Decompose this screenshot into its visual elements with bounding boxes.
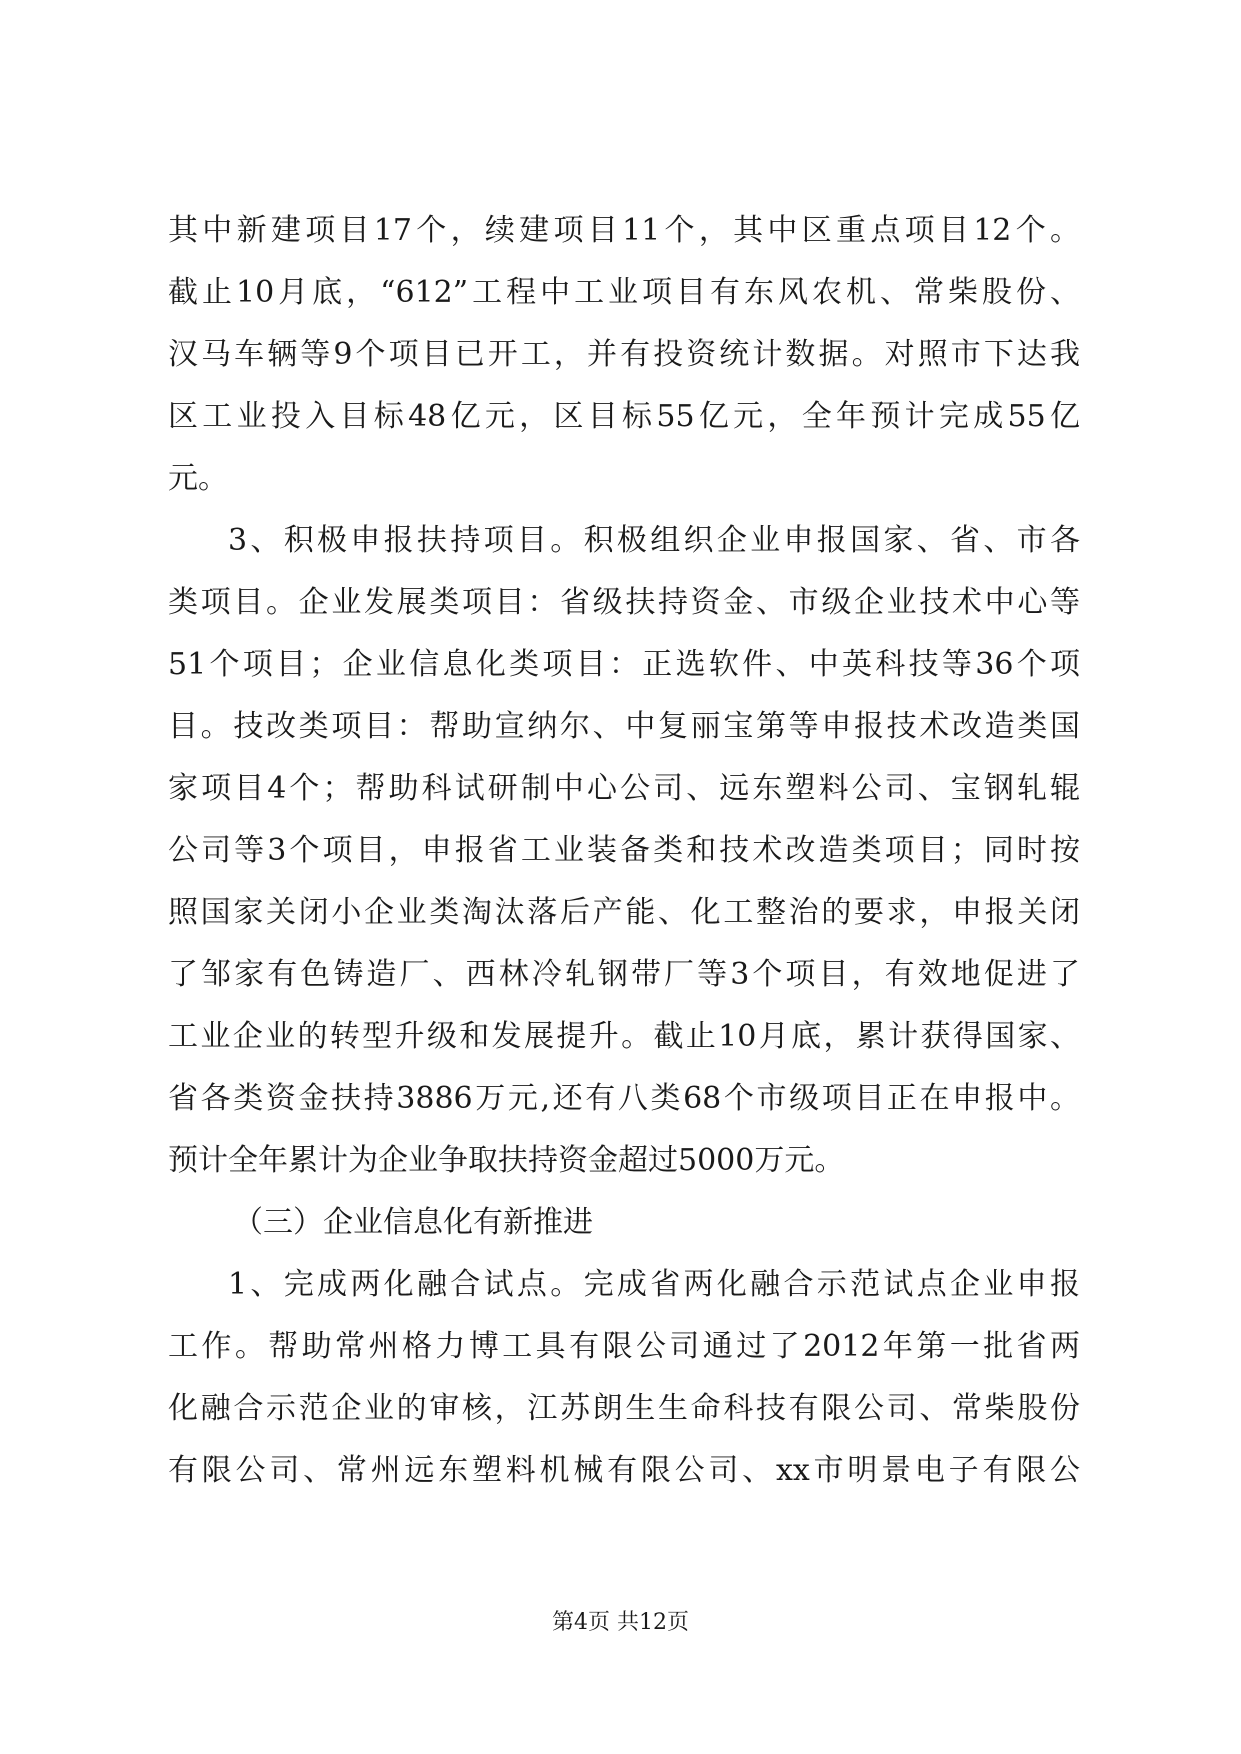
page-number-footer: 第4页 共12页 — [552, 1610, 689, 1635]
text-line: 类项目。企业发展类项目：省级扶持资金、市级企业技术中心等 — [168, 585, 1080, 620]
text-line: 工作。帮助常州格力博工具有限公司通过了2012年第一批省两 — [168, 1329, 1080, 1364]
text-line: 截止10月底，“612”工程中工业项目有东风农机、常柴股份、 — [168, 275, 1080, 310]
paragraph-start-line: 3、积极申报扶持项目。积极组织企业申报国家、省、市各 — [228, 523, 1080, 558]
text-line: 工业企业的转型升级和发展提升。截止10月底，累计获得国家、 — [168, 1019, 1080, 1054]
text-line: 其中新建项目17个，续建项目11个，其中区重点项目12个。 — [168, 213, 1080, 248]
text-line: 照国家关闭小企业类淘汰落后产能、化工整治的要求，申报关闭 — [168, 895, 1080, 930]
text-line: 家项目4个；帮助科试研制中心公司、远东塑料公司、宝钢轧辊 — [168, 771, 1080, 806]
text-line: 元。 — [168, 461, 228, 496]
text-line: 汉马车辆等9个项目已开工，并有投资统计数据。对照市下达我 — [168, 337, 1080, 372]
text-line: 有限公司、常州远东塑料机械有限公司、xx市明景电子有限公 — [168, 1453, 1080, 1488]
section-heading: （三）企业信息化有新推进 — [233, 1205, 593, 1240]
text-line: 省各类资金扶持3886万元,还有八类68个市级项目正在申报中。 — [168, 1081, 1080, 1116]
paragraph-start-line: 1、完成两化融合试点。完成省两化融合示范试点企业申报 — [228, 1267, 1080, 1302]
text-line: 公司等3个项目，申报省工业装备类和技术改造类项目；同时按 — [168, 833, 1080, 868]
text-line: 目。技改类项目：帮助宣纳尔、中复丽宝第等申报技术改造类国 — [168, 709, 1080, 744]
text-line: 化融合示范企业的审核，江苏朗生生命科技有限公司、常柴股份 — [168, 1391, 1080, 1426]
text-line: 了邹家有色铸造厂、西林冷轧钢带厂等3个项目，有效地促进了 — [168, 957, 1080, 992]
text-line: 51个项目；企业信息化类项目：正选软件、中英科技等36个项 — [168, 647, 1080, 682]
text-line: 预计全年累计为企业争取扶持资金超过5000万元。 — [168, 1143, 845, 1178]
text-line: 区工业投入目标48亿元，区目标55亿元，全年预计完成55亿 — [168, 399, 1080, 434]
